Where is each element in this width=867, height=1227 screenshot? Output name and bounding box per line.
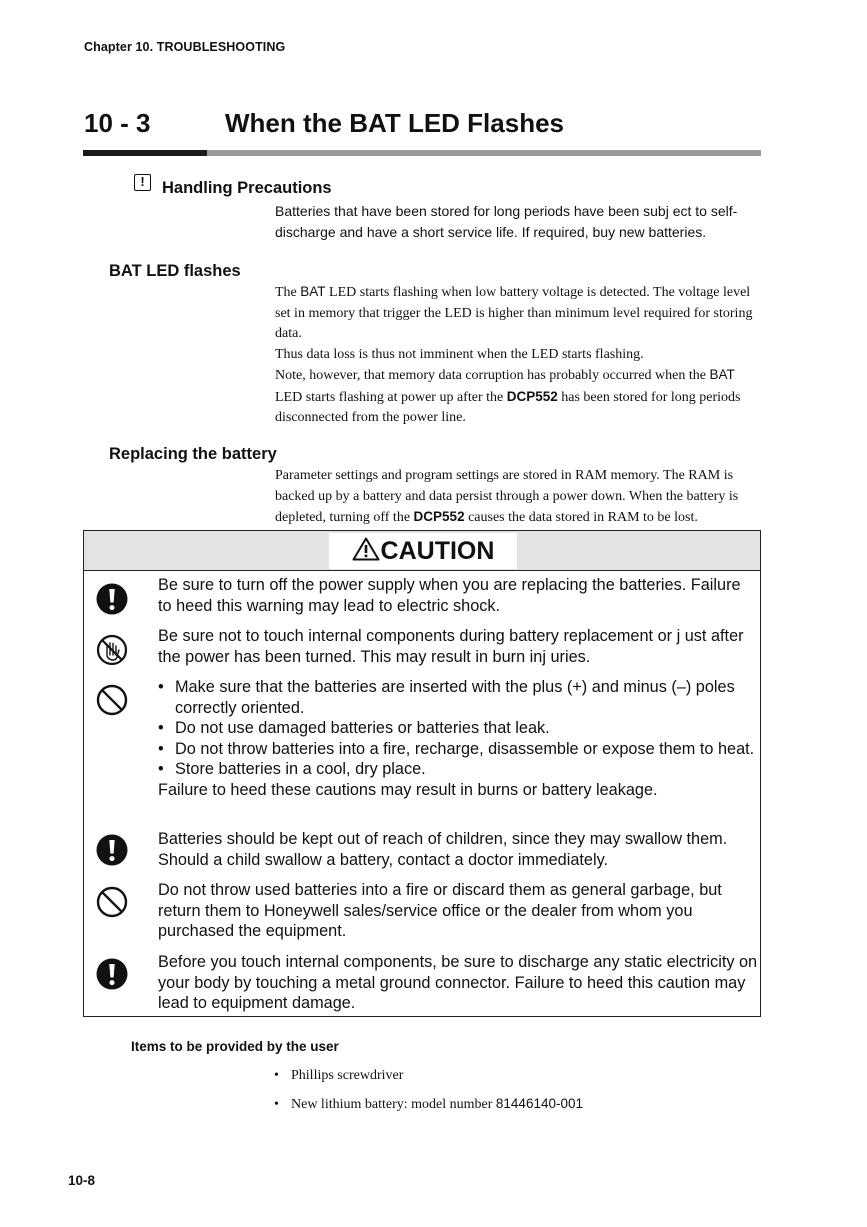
replacing-battery-heading: Replacing the battery (109, 445, 277, 463)
bat-led-body (275, 282, 765, 429)
caution-item-3 (158, 677, 758, 800)
page-number: 10-8 (68, 1173, 96, 1188)
title-rule-dark (83, 150, 207, 156)
prohibition-icon (96, 886, 128, 918)
caution-item-5-text: Do not throw used batteries into a fire or discard them as general garbage, but return them to Honeywell sales/service office or the dealer from whom you purchased the equipment. (158, 881, 722, 940)
no-touch-hand-icon (96, 634, 128, 666)
bat-led-paragraph-3: Note, however, that memory data corruption has probably occurred when the BAT LED starts flashing at power up after the DCP552 has been stored for long periods disconnected from the power line. (275, 367, 741, 425)
chapter-header: Chapter 10. TROUBLESHOOTING (84, 40, 286, 54)
bat-led-paragraph-1: The BAT LED starts flashing when low battery voltage is detected. The voltage level set in memory that trigger the LED is higher than minimum level required for storing data. (275, 284, 753, 341)
replacing-battery-body: Parameter settings and program settings are stored in RAM memory. The RAM is backed up by a battery and data persist through a power down. When the battery is depleted, turning off the DCP552 causes the data stored in RAM to be lost. (275, 468, 739, 525)
mandatory-exclamation-icon (96, 958, 128, 990)
bat-led-paragraph-2: Thus data loss is thus not imminent when the LED starts flashing. (275, 346, 644, 362)
caution-item-3-bullets (158, 677, 758, 780)
exclamation-box-icon: ! (134, 174, 151, 191)
mandatory-exclamation-icon (96, 834, 128, 866)
bat-led-heading: BAT LED flashes (109, 262, 241, 280)
list-item: • New lithium battery: model number 81446140-001 (274, 1096, 583, 1112)
title-rule-light (207, 150, 761, 156)
section-title-text: When the BAT LED Flashes (225, 108, 564, 138)
list-item: • Make sure that the batteries are inserted with the plus (+) and minus (–) poles correctly oriented. (158, 677, 758, 718)
section-title (84, 108, 564, 139)
list-item: • Store batteries in a cool, dry place. (158, 759, 758, 780)
prohibition-icon (96, 684, 128, 716)
list-item: • Phillips screwdriver (274, 1068, 404, 1083)
handling-precautions-title: Handling Precautions (162, 179, 332, 197)
list-item: • Do not throw batteries into a fire, recharge, disassemble or expose them to heat. (158, 739, 758, 760)
items-provided-heading: Items to be provided by the user (131, 1039, 339, 1054)
caution-item-3-text: Failure to heed these cautions may result in burns or battery leakage. (158, 780, 658, 799)
section-number: 10 - 3 (84, 108, 151, 138)
caution-label: CAUTION (329, 533, 517, 569)
caution-item-1-text: Be sure to turn off the power supply when you are replacing the batteries. Failure to heed this warning may lead to electric shock. (158, 576, 741, 615)
mandatory-exclamation-icon (96, 583, 128, 615)
handling-precautions-body: Batteries that have been stored for long periods have been subj ect to self-discharge and have a short service life. If required, buy new batteries. (275, 203, 738, 240)
caution-item-6-text: Before you touch internal components, be sure to discharge any static electricity on your body by touching a metal ground connector. Failure to heed this caution may lead to equipment damage. (158, 953, 758, 1012)
caution-item-2-text: Be sure not to touch internal components during battery replacement or j ust after the power has been turned. This may result in burn inj uries. (158, 627, 744, 666)
caution-item-4-text: Batteries should be kept out of reach of children, since they may swallow them. Should a child swallow a battery, contact a doctor immediately. (158, 830, 728, 869)
list-item: • Do not use damaged batteries or batteries that leak. (158, 718, 758, 739)
warning-triangle-icon (352, 537, 380, 561)
